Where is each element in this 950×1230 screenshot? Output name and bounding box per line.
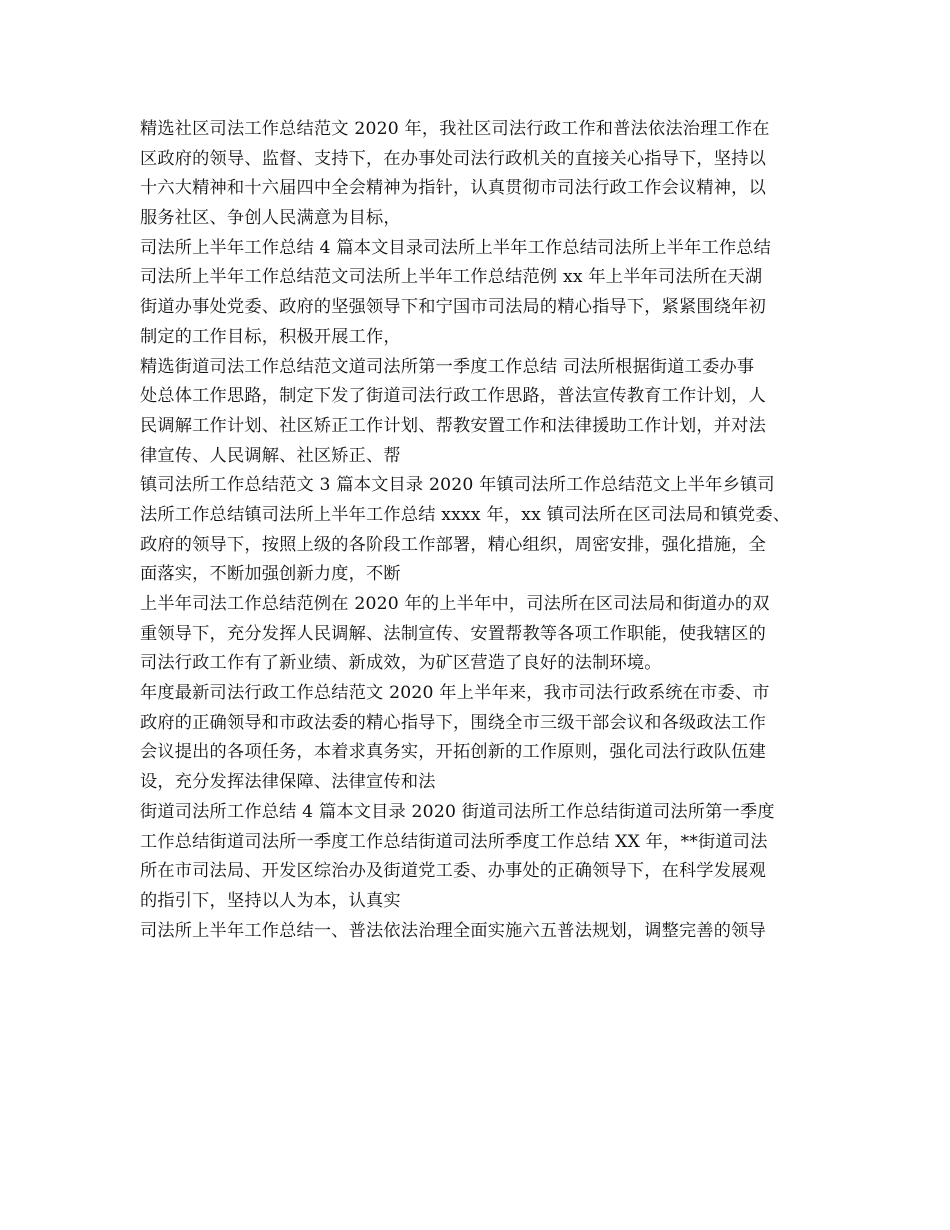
text-line: 重领导下，充分发挥人民调解、法制宣传、安置帮教等各项工作职能，使我辖区的 (140, 623, 766, 644)
text-line: 街道司法所工作总结 4 篇本文目录 2020 街道司法所工作总结街道司法所第一季度 (140, 801, 775, 822)
document-body (140, 115, 830, 946)
text-line: 处总体工作思路，制定下发了街道司法行政工作思路，普法宣传教育工作计划，人 (140, 386, 766, 407)
text-line: 区政府的领导、监督、支持下，在办事处司法行政机关的直接关心指导下，坚持以 (140, 148, 766, 169)
paragraph (140, 471, 830, 590)
text-line: 精选街道司法工作总结范文道司法所第一季度工作总结 司法所根据街道工委办事 (140, 356, 755, 377)
text-line: 的指引下，坚持以人为本，认真实 (140, 890, 401, 911)
text-line: 工作总结街道司法所一季度工作总结街道司法所季度工作总结 XX 年，**街道司法 (140, 831, 768, 852)
text-line: 上半年司法工作总结范例在 2020 年的上半年中，司法所在区司法局和街道办的双 (140, 594, 770, 614)
text-line: 镇司法所工作总结范文 3 篇本文目录 2020 年镇司法所工作总结范文上半年乡镇司 (140, 475, 775, 496)
text-line: 司法所上半年工作总结一、普法依法治理全面实施六五普法规划，调整完善的领导 (140, 920, 766, 941)
text-line: 所在市司法局、开发区综治办及街道党工委、办事处的正确领导下，在科学发展观 (140, 861, 766, 882)
paragraph (140, 798, 830, 917)
paragraph (140, 679, 830, 798)
paragraph (140, 590, 830, 679)
text-line: 街道办事处党委、政府的坚强领导下和宁国市司法局的精心指导下，紧紧围绕年初 (140, 297, 766, 318)
paragraph (140, 917, 830, 947)
text-line: 会议提出的各项任务，本着求真务实，开拓创新的工作原则，强化司法行政队伍建 (140, 742, 766, 763)
text-line: 服务社区、争创人民满意为目标， (140, 208, 401, 229)
paragraph (140, 353, 830, 472)
text-line: 十六大精神和十六届四中全会精神为指针，认真贯彻市司法行政工作会议精神，以 (140, 178, 766, 199)
text-line: 政府的领导下，按照上级的各阶段工作部署，精心组织，周密安排，强化措施，全 (140, 534, 766, 555)
text-line: 律宣传、人民调解、社区矫正、帮 (140, 445, 401, 466)
text-line: 民调解工作计划、社区矫正工作计划、帮教安置工作和法律援助工作计划，并对法 (140, 415, 766, 436)
paragraph (140, 115, 830, 234)
text-line: 司法所上半年工作总结 4 篇本文目录司法所上半年工作总结司法所上半年工作总结 (140, 237, 772, 258)
text-line: 政府的正确领导和市政法委的精心指导下，围绕全市三级干部会议和各级政法工作 (140, 712, 766, 733)
text-line: 设，充分发挥法律保障、法律宣传和法 (140, 772, 436, 793)
text-line: 精选社区司法工作总结范文 2020 年，我社区司法行政工作和普法依法治理工作在 (140, 119, 770, 139)
text-line: 面落实，不断加强创新力度，不断 (140, 564, 401, 585)
text-line: 司法所上半年工作总结范文司法所上半年工作总结范例 xx 年上半年司法所在天湖 (140, 267, 763, 288)
paragraph (140, 234, 830, 353)
text-line: 法所工作总结镇司法所上半年工作总结 xxxx 年，xx 镇司法所在区司法局和镇党委、 (140, 504, 791, 525)
text-line: 年度最新司法行政工作总结范文 2020 年上半年来，我市司法行政系统在市委、市 (140, 683, 770, 704)
text-line: 司法行政工作有了新业绩、新成效，为矿区营造了良好的法制环境。 (140, 653, 662, 674)
text-line: 制定的工作目标，积极开展工作， (140, 326, 401, 347)
